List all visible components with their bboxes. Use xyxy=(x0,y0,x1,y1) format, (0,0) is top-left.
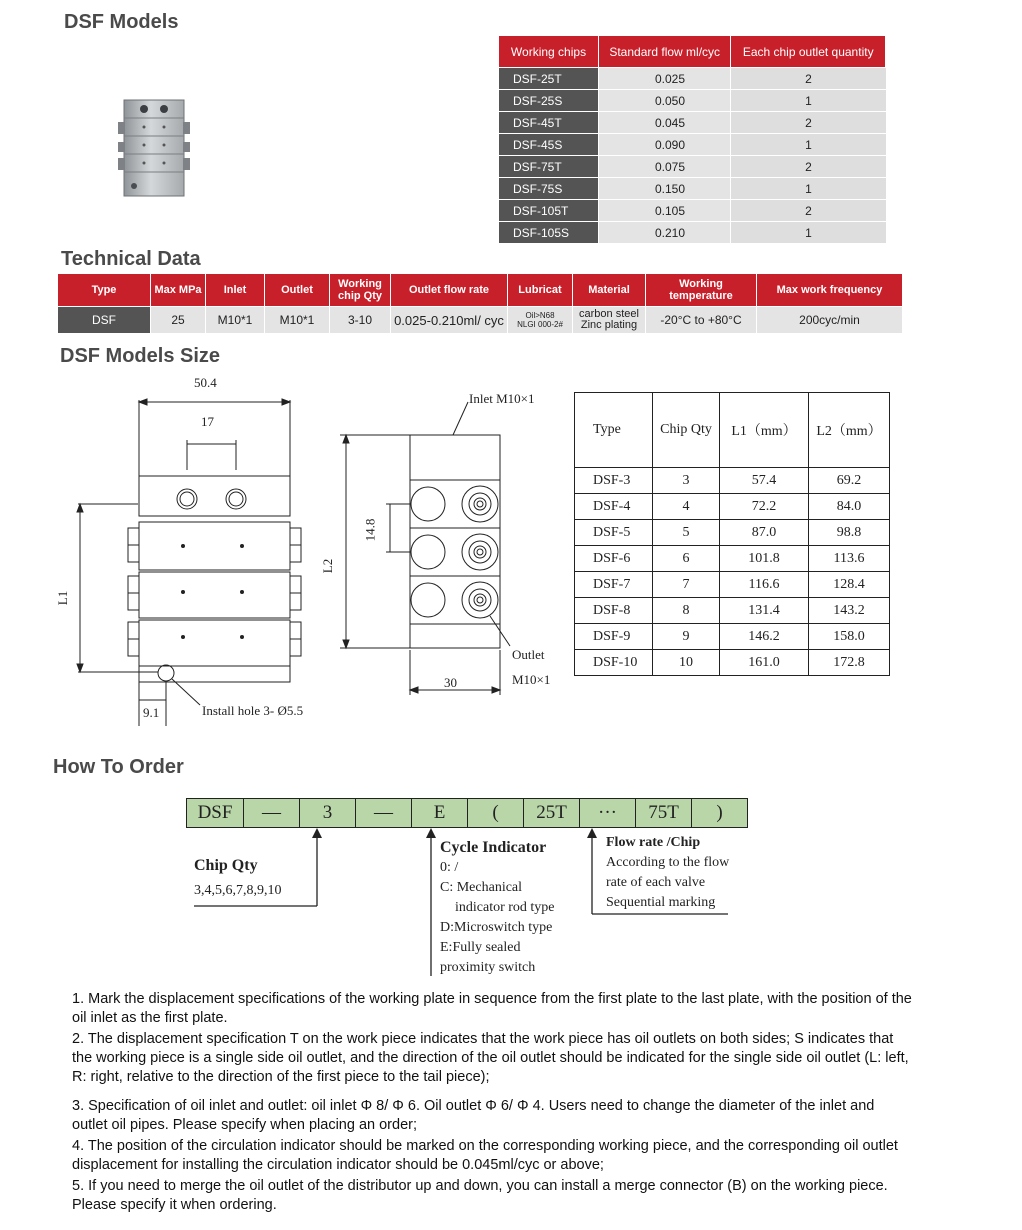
table-row: DSF-8 8 131.4 143.2 xyxy=(575,598,890,624)
cycle-indicator-title: Cycle Indicator xyxy=(440,839,547,856)
table-row: DSF-10 10 161.0 172.8 xyxy=(575,650,890,676)
size-table xyxy=(574,392,890,676)
table-row: DSF-105S 0.210 1 xyxy=(499,222,886,244)
dim-depth: 30 xyxy=(444,675,457,690)
header-lubricant: Lubricat xyxy=(508,274,573,307)
dim-inlet-spacing: 17 xyxy=(201,414,214,429)
header-type: Type xyxy=(575,393,653,468)
cycle-indicator-block: Cycle Indicator 0: / C: Mechanical indicator rod type D:Microswitch type E:Fully sealed proximity switch xyxy=(440,839,555,975)
header-type: Type xyxy=(58,274,151,307)
order-cell-paren-open: ( xyxy=(468,799,524,827)
order-code xyxy=(186,798,748,828)
order-cell-dash: — xyxy=(244,799,300,827)
technical-title: Technical Data xyxy=(61,248,201,270)
table-row: DSF-7 7 116.6 128.4 xyxy=(575,572,890,598)
models-table xyxy=(499,36,886,243)
header-flow-rate: Outlet flow rate xyxy=(391,274,508,307)
note-1: 1. Mark the displacement specifications of the working plate in sequence from the first plate to the last plate, with the position of the oil inlet as the first plate. xyxy=(72,991,912,1026)
header-l1: L1（mm） xyxy=(720,393,809,468)
outlet-label: Outlet xyxy=(512,647,545,662)
outlet-thread-label: M10×1 xyxy=(512,672,551,687)
note-2: 2. The displacement specification T on the work piece indicates that the work piece has oil outlets on both sides; S indicates that the working piece is a single side oil outlet, and the direction of the oil outlet should be indicated for the single side oil outlet (L: left, R: right, relative to the direction of the first piece to the tail piece); xyxy=(72,1031,909,1085)
order-cell-paren-close: ) xyxy=(716,802,723,823)
table-row: DSF-5 5 87.0 98.8 xyxy=(575,520,890,546)
table-row: DSF-3 3 57.4 69.2 xyxy=(575,468,890,494)
order-cell-chip-qty: 3 xyxy=(300,799,356,827)
order-cell-last-flow: 75T xyxy=(636,799,692,827)
header-l2: L2（mm） xyxy=(809,393,890,468)
size-title: DSF Models Size xyxy=(60,345,221,367)
header-chip-qty: Chip Qty xyxy=(653,393,720,468)
table-row: DSF-75T 0.075 2 xyxy=(499,156,886,178)
table-row: DSF-75S 0.150 1 xyxy=(499,178,886,200)
note-3: 3. Specification of oil inlet and outlet: oil inlet Φ 8/ Φ 6. Oil outlet Φ 6/ Φ 4. Users need to change the diameter of the inlet and outlet oil pipes. Please specify when placing an order; xyxy=(72,1098,875,1133)
flow-rate-block: Flow rate /Chip According to the flow rate of each valve Sequential marking xyxy=(606,835,730,910)
order-title: How To Order xyxy=(53,756,184,778)
order-cell-series: DSF xyxy=(187,799,244,827)
technical-table xyxy=(58,274,903,333)
table-row: DSF-25T 0.025 2 xyxy=(499,68,886,90)
chip-qty-values: 3,4,5,6,7,8,9,10 xyxy=(194,883,282,898)
header-inlet: Inlet xyxy=(206,274,265,307)
install-hole-label: Install hole 3- Ø5.5 xyxy=(202,703,304,718)
header-standard-flow: Standard flow ml/cyc xyxy=(599,36,731,68)
table-row: DSF-9 9 146.2 158.0 xyxy=(575,624,890,650)
models-title: DSF Models xyxy=(64,11,179,33)
dim-hole-offset: 9.1 xyxy=(143,705,160,720)
header-temperature: Working temperature xyxy=(646,274,757,307)
front-view-drawing xyxy=(50,370,340,730)
table-row: DSF 25 M10*1 M10*1 3-10 0.025-0.210ml/ cyc Oil>N68 NLGI 000-2# carbon steel Zinc plating -20°C to +80°C 200cyc/min xyxy=(58,307,903,334)
header-working-chips: Working chips xyxy=(499,36,599,68)
table-row: DSF-45T 0.045 2 xyxy=(499,112,886,134)
header-max-mpa: Max MPa xyxy=(151,274,206,307)
order-cell-indicator: E xyxy=(412,799,468,827)
table-row: DSF-4 4 72.2 84.0 xyxy=(575,494,890,520)
header-material: Material xyxy=(573,274,646,307)
flow-rate-title: Flow rate /Chip xyxy=(606,835,701,850)
table-row: DSF-25S 0.050 1 xyxy=(499,90,886,112)
header-frequency: Max work frequency xyxy=(757,274,903,307)
table-row: DSF-105T 0.105 2 xyxy=(499,200,886,222)
note-5: 5. If you need to merge the oil outlet of the distributor up and down, you can install a merge connector (B) on the working piece. Please specify it when ordering. xyxy=(72,1178,888,1213)
inlet-label: Inlet M10×1 xyxy=(469,391,535,406)
chip-qty-title: Chip Qty xyxy=(194,857,258,874)
product-photo xyxy=(118,98,190,198)
table-row: DSF-6 6 101.8 113.6 xyxy=(575,546,890,572)
dim-l1: L1 xyxy=(55,590,71,606)
dim-l2: L2 xyxy=(320,558,336,574)
note-4: 4. The position of the circulation indicator should be marked on the corresponding working piece, and the corresponding oil outlet displacement for installing the circulation indicator should be 0.045ml/cyc or above; xyxy=(72,1138,898,1173)
table-row: DSF-45S 0.090 1 xyxy=(499,134,886,156)
order-cell-first-flow: 25T xyxy=(524,799,580,827)
dim-total-width: 50.4 xyxy=(194,375,217,390)
dim-pitch: 14.8 xyxy=(362,518,378,542)
header-outlet-quantity: Each chip outlet quantity xyxy=(731,36,886,68)
header-chip-qty: Working chip Qty xyxy=(330,274,391,307)
order-cell-ellipsis: ··· xyxy=(580,799,636,827)
header-outlet: Outlet xyxy=(265,274,330,307)
order-cell-dash: — xyxy=(356,799,412,827)
